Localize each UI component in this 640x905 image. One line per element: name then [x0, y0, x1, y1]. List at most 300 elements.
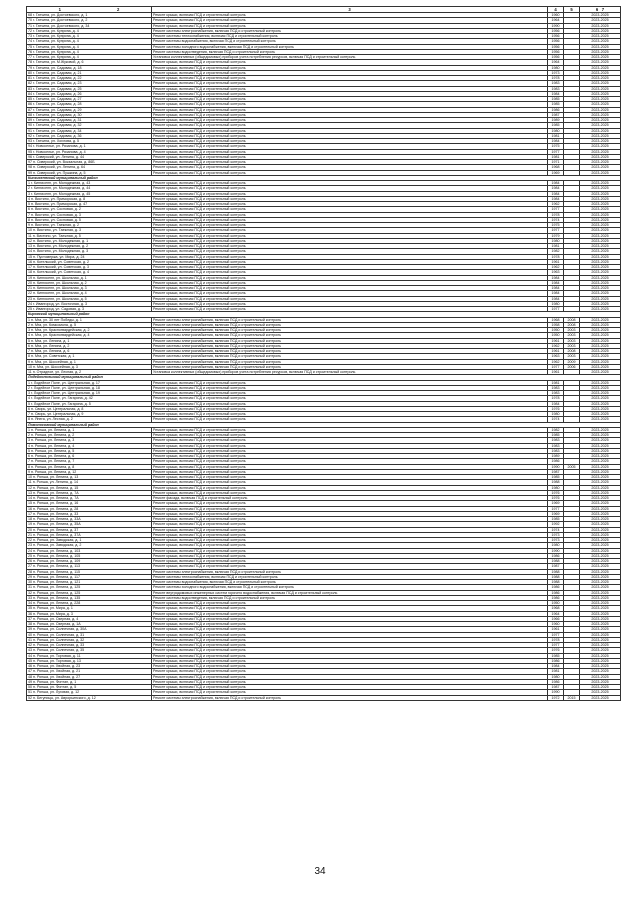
- row-number: 9: [28, 469, 30, 474]
- row-number: 9: [28, 359, 30, 364]
- row-number: 68: [28, 13, 32, 17]
- year-repair-cell: 2008: [564, 322, 580, 327]
- period-cell: 2023-2025: [580, 480, 621, 485]
- year-built-cell: 1984: [548, 275, 564, 280]
- year-built-cell: 1992: [548, 522, 564, 527]
- work-cell: Ремонт крыши, включая ПСД и строительный контроль: [152, 637, 548, 642]
- work-cell: Ремонт системы электроснабжения, включая ПСД и строительный контроль: [152, 354, 548, 359]
- period-cell: 2023-2025: [580, 65, 621, 70]
- year-repair-cell: 2006: [564, 364, 580, 369]
- year-built-cell: 1981: [548, 154, 564, 159]
- period-cell: 2023-2025: [580, 501, 621, 506]
- work-cell: Ремонт крыши, включая ПСД и строительный контроль: [152, 139, 548, 144]
- year-built-cell: 1987: [548, 564, 564, 569]
- period-cell: 2023-2025: [580, 564, 621, 569]
- period-cell: 2023-2025: [580, 28, 621, 33]
- period-cell: 2023-2025: [580, 133, 621, 138]
- year-built-cell: 1972: [548, 695, 564, 700]
- row-number: 1: [28, 380, 30, 385]
- row-number: 6: [28, 406, 30, 411]
- year-built-cell: 1990: [548, 690, 564, 695]
- year-built-cell: 1987: [548, 469, 564, 474]
- work-cell: Ремонт крыши, включая ПСД и строительный контроль: [152, 674, 548, 679]
- year-built-cell: 1984: [548, 191, 564, 196]
- row-number: 7: [28, 349, 30, 353]
- row-address: п. Янега, ул. Лесная, д. 2: [31, 417, 73, 422]
- year-built-cell: 1984: [548, 291, 564, 296]
- row-number: 23: [28, 296, 32, 301]
- period-cell: 2023-2025: [580, 259, 621, 264]
- period-cell: 2023-2025: [580, 448, 621, 453]
- row-address: п. Вистино, ул. Таежная, д. 2: [31, 223, 80, 227]
- work-cell: Ремонт крыши, включая ПСД и строительный контроль: [152, 265, 548, 270]
- work-cell: Ремонт крыши, включая ПСД и строительный контроль: [152, 102, 548, 107]
- work-cell: Ремонт крыши, включая ПСД и строительный контроль: [152, 238, 548, 243]
- period-cell: 2023-2025: [580, 595, 621, 600]
- work-cell: Ремонт крыши, включая ПСД и строительный контроль: [152, 480, 548, 485]
- row-number: 45: [28, 658, 32, 663]
- year-built-cell: 1976: [548, 496, 564, 501]
- row-address: г. Лодейное Поле, ул. Гагарина, д. 42: [31, 396, 93, 401]
- work-cell: Ремонт крыши, включая ПСД и строительный контроль: [152, 490, 548, 495]
- row-address: п. Ропша, ул. Ленина, д. 12: [31, 469, 77, 474]
- work-cell: Ремонт крыши, включая ПСД и строительный контроль: [152, 301, 548, 306]
- work-cell: Ремонт крыши, включая ПСД и строительный контроль: [152, 86, 548, 91]
- row-address: г. Ивангород, ул. Садовая, д. 3: [33, 307, 84, 311]
- period-cell: 2023-2025: [580, 359, 621, 364]
- year-built-cell: 1962: [548, 343, 564, 348]
- year-built-cell: 1980: [548, 238, 564, 243]
- row-number: 5: [28, 202, 30, 206]
- year-repair-cell: 2003: [564, 328, 580, 333]
- period-cell: 2023-2025: [580, 44, 621, 49]
- row-number: 87: [28, 107, 32, 112]
- row-address: п. Ропша, ул. Заводская, д. 2: [33, 543, 82, 548]
- year-built-cell: 1950: [548, 328, 564, 333]
- work-cell: Ремонт крыши, включая ПСД и строительный контроль: [152, 307, 548, 312]
- row-number: 1: [28, 427, 30, 432]
- row-address: г. Гатчина, ул. М.Жуковой, д. 6: [33, 60, 84, 65]
- year-built-cell: 1977: [548, 632, 564, 637]
- row-number: 3: [28, 391, 30, 395]
- row-address: п. Ропша, ул. Ленина, д. 109: [33, 559, 81, 563]
- period-cell: 2023-2025: [580, 249, 621, 254]
- row-address: п. Ропша, ул. Ленина, д. 37А: [33, 532, 81, 537]
- year-built-cell: 1979: [548, 233, 564, 238]
- row-number: 7: [28, 412, 30, 416]
- row-number: 32: [28, 590, 32, 595]
- work-cell: Установка коллективных (общедомовых) приборов учета потребления ресурсов, включая ПСД и строительный контроль: [152, 370, 548, 375]
- year-repair-cell: 2005: [564, 464, 580, 469]
- work-cell: Ремонт крыши, включая ПСД и строительный контроль: [152, 643, 548, 648]
- period-cell: 2023-2025: [580, 517, 621, 522]
- period-cell: 2023-2025: [580, 459, 621, 464]
- row-address: п. Ропша, ул. Ленина, д. 14: [32, 480, 78, 485]
- period-cell: 2023-2025: [580, 527, 621, 532]
- work-cell: Ремонт системы электроснабжения, включая ПСД и строительный контроль: [152, 695, 548, 700]
- row-address: п. Ропша, ул. Заводская, д. 1: [33, 538, 82, 542]
- row-number: 48: [28, 674, 32, 679]
- row-number: 92: [28, 133, 32, 138]
- year-built-cell: 1987: [548, 112, 564, 117]
- work-cell: Ремонт системы электроснабжения, включая ПСД и строительный контроль: [152, 349, 548, 354]
- row-number: 27: [28, 564, 32, 569]
- year-built-cell: 1964: [548, 611, 564, 616]
- year-built-cell: 1956: [548, 44, 564, 49]
- work-cell: Ремонт крыши, включая ПСД и строительный контроль: [152, 459, 548, 464]
- row-address: г. Кингисепп, ул. Молодежная, д. 45: [31, 191, 91, 196]
- row-number: 21: [28, 532, 32, 537]
- row-number: 7: [28, 212, 30, 217]
- row-address: г. Кингисепп, ул. Молодежная, д. 44: [31, 186, 91, 191]
- work-cell: Ремонт крыши, включая ПСД и строительный контроль: [152, 70, 548, 75]
- address-cell: [27, 695, 152, 700]
- year-built-cell: 1961: [548, 338, 564, 343]
- period-cell: 2023-2025: [580, 349, 621, 354]
- period-cell: 2023-2025: [580, 511, 621, 516]
- work-cell: Ремонт крыши, включая ПСД и строительный контроль: [152, 233, 548, 238]
- period-cell: 2023-2025: [580, 291, 621, 296]
- row-number: 2: [28, 433, 30, 437]
- period-cell: 2023-2025: [580, 548, 621, 553]
- period-cell: 2023-2025: [580, 154, 621, 159]
- work-cell: Ремонт крыши, включая ПСД и строительный контроль: [152, 464, 548, 469]
- row-address: г. Гатчина, ул. Достоевского, д. 2: [33, 18, 88, 23]
- work-cell: Ремонт крыши, включая ПСД и строительный контроль: [152, 469, 548, 474]
- year-built-cell: 1968: [548, 165, 564, 170]
- district-name: Ломоносовский муниципальный район: [27, 422, 621, 427]
- year-built-cell: 1984: [548, 296, 564, 301]
- work-cell: Ремонт крыши, включая ПСД и строительный контроль: [152, 23, 548, 28]
- year-built-cell: 1973: [548, 538, 564, 543]
- work-cell: Ремонт крыши, включая ПСД и строительный контроль: [152, 280, 548, 285]
- row-number: 88: [28, 112, 32, 117]
- period-cell: 2023-2025: [580, 606, 621, 611]
- year-built-cell: 1984: [548, 196, 564, 201]
- year-built-cell: 1981: [548, 380, 564, 385]
- period-cell: 2023-2025: [580, 412, 621, 417]
- header-cell-year-repair: 5: [564, 7, 580, 13]
- row-address: п. Ропша, ул. Ленина, д. 6: [31, 454, 75, 458]
- row-number: 7: [28, 459, 30, 464]
- year-built-cell: 1986: [548, 590, 564, 595]
- period-cell: 2023-2025: [580, 233, 621, 238]
- row-number: 81: [28, 76, 32, 80]
- period-cell: 2023-2025: [580, 496, 621, 501]
- row-address: г. Гатчина, ул. Достоевского, д. 1: [33, 13, 88, 17]
- period-cell: 2023-2025: [580, 438, 621, 443]
- work-cell: Ремонт крыши, включая ПСД и строительный контроль: [152, 522, 548, 527]
- work-cell: Ремонт системы водоснабжения, включая ПСД и строительный контроль: [152, 39, 548, 44]
- row-number: 36: [28, 611, 32, 616]
- repair-program-table: [26, 6, 621, 701]
- period-cell: 2023-2025: [580, 191, 621, 196]
- row-address: п. Ропша, ул. Ленина, д. 121: [33, 580, 81, 584]
- row-number: 3: [28, 328, 30, 332]
- work-cell: Ремонт крыши, включая ПСД и строительный контроль: [152, 648, 548, 653]
- work-cell: Ремонт крыши, включая ПСД и строительный контроль: [152, 207, 548, 212]
- year-built-cell: 1981: [548, 669, 564, 674]
- work-cell: Ремонт крыши, включая ПСД и строительный контроль: [152, 212, 548, 217]
- row-address: п. Ропша, ул. Ленина, д. 2: [31, 433, 75, 437]
- work-cell: Ремонт крыши, включая ПСД и строительный контроль: [152, 622, 548, 627]
- period-cell: 2023-2025: [580, 396, 621, 401]
- year-built-cell: 1971: [548, 160, 564, 165]
- year-built-cell: 1977: [548, 228, 564, 233]
- year-built-cell: 1986: [548, 585, 564, 590]
- work-cell: Ремонт системы электроснабжения, включая ПСД и строительный контроль: [152, 328, 548, 333]
- period-cell: 2023-2025: [580, 443, 621, 448]
- row-address: г. Гатчина, ул. Достоевского, д. 34: [33, 23, 90, 28]
- work-cell: Ремонт крыши, включая ПСД и строительный контроль: [152, 564, 548, 569]
- year-built-cell: 1976: [548, 648, 564, 653]
- row-number: 98: [28, 165, 32, 170]
- work-cell: Ремонт крыши, включая ПСД и строительный контроль: [152, 165, 548, 170]
- row-address: п. Ропша, ул. Солнечная, д. 31: [33, 632, 85, 637]
- year-built-cell: 1962: [548, 265, 564, 270]
- district-name: Лодейнопольский муниципальный район: [27, 375, 621, 380]
- row-number: 8: [28, 354, 30, 359]
- row-address: п. Котельский, ул. Советская, д. 4: [33, 270, 90, 275]
- row-number: 1: [28, 181, 30, 185]
- period-cell: 2023-2025: [580, 601, 621, 606]
- row-number: 22: [28, 291, 32, 296]
- period-cell: 2023-2025: [580, 202, 621, 207]
- year-built-cell: 1977: [548, 506, 564, 511]
- row-address: п. Ропша, ул. Ленина, д. 113: [33, 564, 80, 569]
- year-built-cell: 1990: [548, 548, 564, 553]
- year-built-cell: 1956: [548, 34, 564, 39]
- row-number: 40: [28, 632, 32, 637]
- row-address: п. Ропша, ул. Ленина, д. 16: [33, 501, 79, 506]
- row-address: п. Ропша, ул. Ленина, д. 125: [33, 585, 81, 590]
- row-address: г. Новоселье, ул. Рязанова, д. 4: [33, 149, 86, 154]
- work-cell: Ремонт крыши, включая ПСД и строительный контроль: [152, 559, 548, 564]
- year-built-cell: 1956: [548, 55, 564, 60]
- row-address: г. Лодейное Поле, ул. Гагарина, д. 5: [31, 401, 91, 406]
- row-address: г. Гатчина, ул. Куприна, д. 4: [33, 49, 79, 54]
- work-cell: Ремонт внутридомовых инженерных систем горячего водоснабжения, включая ПСД и строительный контроль: [152, 590, 548, 595]
- year-built-cell: 1950: [548, 601, 564, 606]
- period-cell: 2023-2025: [580, 13, 621, 18]
- row-address: г. Гатчина, ул. Садовая, д. 23: [33, 81, 82, 86]
- row-number: 26: [28, 559, 32, 563]
- period-cell: 2023-2025: [580, 406, 621, 411]
- year-built-cell: 1985: [548, 102, 564, 107]
- row-address: п. Вистино, ул. Молодежная, д. 3: [33, 249, 89, 254]
- row-address: п. Сиверский, ул. Пушкина, д. 5: [33, 170, 86, 175]
- row-number: 19: [28, 275, 32, 280]
- period-cell: 2023-2025: [580, 228, 621, 233]
- year-built-cell: 1961: [548, 349, 564, 354]
- year-built-cell: 1980: [548, 485, 564, 490]
- work-cell: Ремонт крыши, включая ПСД и строительный контроль: [152, 154, 548, 159]
- period-cell: 2023-2025: [580, 695, 621, 700]
- period-cell: 2023-2025: [580, 286, 621, 291]
- row-number: 90: [28, 123, 32, 128]
- work-cell: Ремонт крыши, включая ПСД и строительный контроль: [152, 433, 548, 438]
- year-built-cell: 1975: [548, 144, 564, 149]
- year-built-cell: 1982: [548, 427, 564, 432]
- work-cell: Ремонт крыши, включая ПСД и строительный контроль: [152, 548, 548, 553]
- year-repair-cell: 2003: [564, 333, 580, 338]
- row-number: 43: [28, 648, 32, 653]
- row-number: 17: [28, 265, 32, 269]
- row-number: 51: [28, 690, 32, 695]
- row-number: 5: [28, 338, 30, 343]
- work-cell: Ремонт системы электроснабжения, включая ПСД и строительный контроль: [152, 338, 548, 343]
- year-built-cell: 1974: [548, 527, 564, 532]
- work-cell: Ремонт крыши, включая ПСД и строительный контроль: [152, 81, 548, 86]
- work-cell: Ремонт крыши, включая ПСД и строительный контроль: [152, 401, 548, 406]
- row-address: п. Отрадное, ул. Лесная, д. 2: [32, 370, 82, 374]
- row-number: 70: [28, 18, 32, 23]
- period-cell: 2023-2025: [580, 574, 621, 579]
- period-cell: 2023-2025: [580, 118, 621, 123]
- year-built-cell: 1963: [548, 354, 564, 359]
- year-repair-cell: 2008: [564, 349, 580, 354]
- row-address: п. Мга, ул. Красногвардейская, д. 4: [31, 333, 90, 338]
- row-address: г. Кингисепп, ул. Молодежная, д. 43: [31, 181, 91, 185]
- row-address: п. Ропша, ул. Мира, д. 1: [33, 606, 73, 611]
- work-cell: Ремонт крыши, включая ПСД и строительный контроль: [152, 296, 548, 301]
- row-number: 3: [28, 191, 30, 196]
- row-number: 47: [28, 669, 32, 674]
- year-built-cell: 1984: [548, 91, 564, 96]
- work-cell: Ремонт крыши, включая ПСД и строительный контроль: [152, 249, 548, 254]
- row-address: п. Ропша, ул. Ленина, д. 33А: [33, 517, 81, 521]
- year-built-cell: 1956: [548, 39, 564, 44]
- year-built-cell: 1969: [548, 501, 564, 506]
- year-built-cell: 1976: [548, 406, 564, 411]
- row-address: г. Гатчина, ул. Садовая, д. 27: [33, 97, 82, 101]
- period-cell: 2023-2025: [580, 296, 621, 301]
- row-address: п. Пустомержа, ул. Мира, д. 24: [33, 254, 85, 259]
- work-cell: Ремонт системы водоснабжения, включая ПСД и строительный контроль: [152, 580, 548, 585]
- row-address: г. Гатчина, ул. Куприна, д. 4: [33, 34, 79, 38]
- row-address: г. Лодейное Поле, ул. Центральная, д. 18: [31, 385, 100, 390]
- work-cell: Ремонт крыши, включая ПСД и строительный контроль: [152, 91, 548, 96]
- period-cell: 2023-2025: [580, 338, 621, 343]
- row-address: п. Кингисепп, ул. Школьная, д. 2: [33, 280, 87, 285]
- year-built-cell: 1984: [548, 181, 564, 186]
- row-number: 15: [28, 501, 32, 506]
- row-number: 84: [28, 91, 32, 96]
- year-built-cell: 1978: [548, 396, 564, 401]
- row-address: п. Ропша, ул. Солнечная, д. 33: [33, 643, 85, 647]
- period-cell: 2023-2025: [580, 522, 621, 527]
- row-number: 24: [28, 548, 32, 553]
- work-cell: Ремонт крыши, включая ПСД и строительный контроль: [152, 653, 548, 658]
- work-cell: Ремонт системы электроснабжения, включая ПСД и строительный контроль: [152, 317, 548, 322]
- year-built-cell: 1987: [548, 685, 564, 690]
- row-address: п. Вистино, ул. Сосновая, д. 2: [31, 207, 81, 212]
- period-cell: 2023-2025: [580, 322, 621, 327]
- work-cell: Ремонт системы холодного водоснабжения, включая ПСД и строительный контроль: [152, 585, 548, 590]
- year-built-cell: 1968: [548, 606, 564, 611]
- year-built-cell: 1973: [548, 532, 564, 537]
- period-cell: 2023-2025: [580, 506, 621, 511]
- row-address: г. Гатчина, ул. Садовая, д. 36: [33, 133, 82, 138]
- row-address: п. Ропша, ул. Ленина, д. 7: [31, 459, 75, 464]
- row-number: 41: [28, 637, 32, 642]
- work-cell: Ремонт крыши, включая ПСД и строительный контроль: [152, 13, 548, 18]
- year-built-cell: 1983: [548, 391, 564, 396]
- row-number: 10: [28, 228, 32, 233]
- period-cell: 2023-2025: [580, 585, 621, 590]
- year-built-cell: 1977: [548, 149, 564, 154]
- row-address: п. Ропша, ул. Ленина, д. 37: [33, 527, 79, 532]
- period-cell: 2023-2025: [580, 364, 621, 369]
- work-cell: Ремонт крыши, включая ПСД и строительный контроль: [152, 438, 548, 443]
- year-built-cell: 1984: [548, 664, 564, 669]
- year-built-cell: 1978: [548, 212, 564, 217]
- header-cell-year-built: 4: [548, 7, 564, 13]
- period-cell: 2023-2025: [580, 60, 621, 65]
- period-cell: 2023-2025: [580, 643, 621, 648]
- period-cell: 2023-2025: [580, 664, 621, 669]
- work-cell: Ремонт системы электроснабжения, включая ПСД и строительный контроль: [152, 364, 548, 369]
- row-number: 91: [28, 128, 32, 133]
- row-address: п. Мга, ул. 30 лет Победы, д. 1: [31, 317, 82, 322]
- row-address: п. Ропша, ул. Мира, д. 3: [33, 611, 73, 616]
- row-address: г. Гатчина, ул. Куприна, д. 4: [33, 44, 79, 49]
- row-number: 12: [28, 238, 32, 243]
- work-cell: Ремонт крыши, включая ПСД и строительный контроль: [152, 601, 548, 606]
- row-number: 94: [28, 144, 32, 149]
- period-cell: 2023-2025: [580, 112, 621, 117]
- period-cell: 2023-2025: [580, 569, 621, 574]
- year-built-cell: 1961: [548, 370, 564, 375]
- row-number: 2: [28, 322, 30, 327]
- row-address: п. Котельский, ул. Советская, д. 3: [33, 265, 90, 269]
- period-cell: 2023-2025: [580, 354, 621, 359]
- year-built-cell: 1981: [548, 133, 564, 138]
- document-page: [26, 6, 620, 701]
- row-address: п. Ропша, ул. Ленина, д. 135: [33, 595, 81, 600]
- row-address: п. Вистино, ул. Приморская, д. 8: [31, 196, 86, 201]
- row-number: 77: [28, 55, 32, 59]
- work-cell: Ремонт системы электроснабжения, включая ПСД и строительный контроль: [152, 28, 548, 33]
- work-cell: Ремонт крыши, включая ПСД и строительный контроль: [152, 611, 548, 616]
- work-cell: Ремонт крыши, включая ПСД и строительный контроль: [152, 112, 548, 117]
- year-built-cell: 1985: [548, 97, 564, 102]
- period-cell: 2023-2025: [580, 244, 621, 249]
- period-cell: 2023-2025: [580, 328, 621, 333]
- header-cell-address: 1 2: [27, 7, 152, 13]
- row-number: 9: [28, 223, 30, 227]
- work-cell: Ремонт крыши, включая ПСД и строительный контроль: [152, 107, 548, 112]
- year-built-cell: 1988: [548, 580, 564, 585]
- period-cell: 2023-2025: [580, 91, 621, 96]
- work-cell: Ремонт крыши, включая ПСД и строительный контроль: [152, 202, 548, 207]
- row-number: 10: [28, 364, 32, 369]
- district-name: Кингисеппский муниципальный район: [27, 175, 621, 180]
- work-cell: Ремонт крыши, включая ПСД и строительный контроль: [152, 506, 548, 511]
- row-address: п. Бегуницы, ул. Аврорьинского, д. 12: [33, 695, 96, 700]
- period-cell: 2023-2025: [580, 270, 621, 275]
- row-address: п. Ропша, ул. Ленина, д. 28: [33, 506, 79, 511]
- work-cell: Ремонт крыши, включая ПСД и строительный контроль: [152, 679, 548, 684]
- row-address: п. Мга, ул. Шоссейная, д. 3: [33, 364, 78, 369]
- work-cell: Ремонт крыши, включая ПСД и строительный контроль: [152, 527, 548, 532]
- period-cell: 2023-2025: [580, 34, 621, 39]
- work-cell: Ремонт крыши, включая ПСД и строительный контроль: [152, 606, 548, 611]
- period-cell: 2023-2025: [580, 674, 621, 679]
- work-cell: Ремонт крыши, включая ПСД и строительный контроль: [152, 123, 548, 128]
- row-address: п. Ропша, ул. Озерная, д. 4: [33, 616, 79, 621]
- row-number: 14: [28, 496, 32, 500]
